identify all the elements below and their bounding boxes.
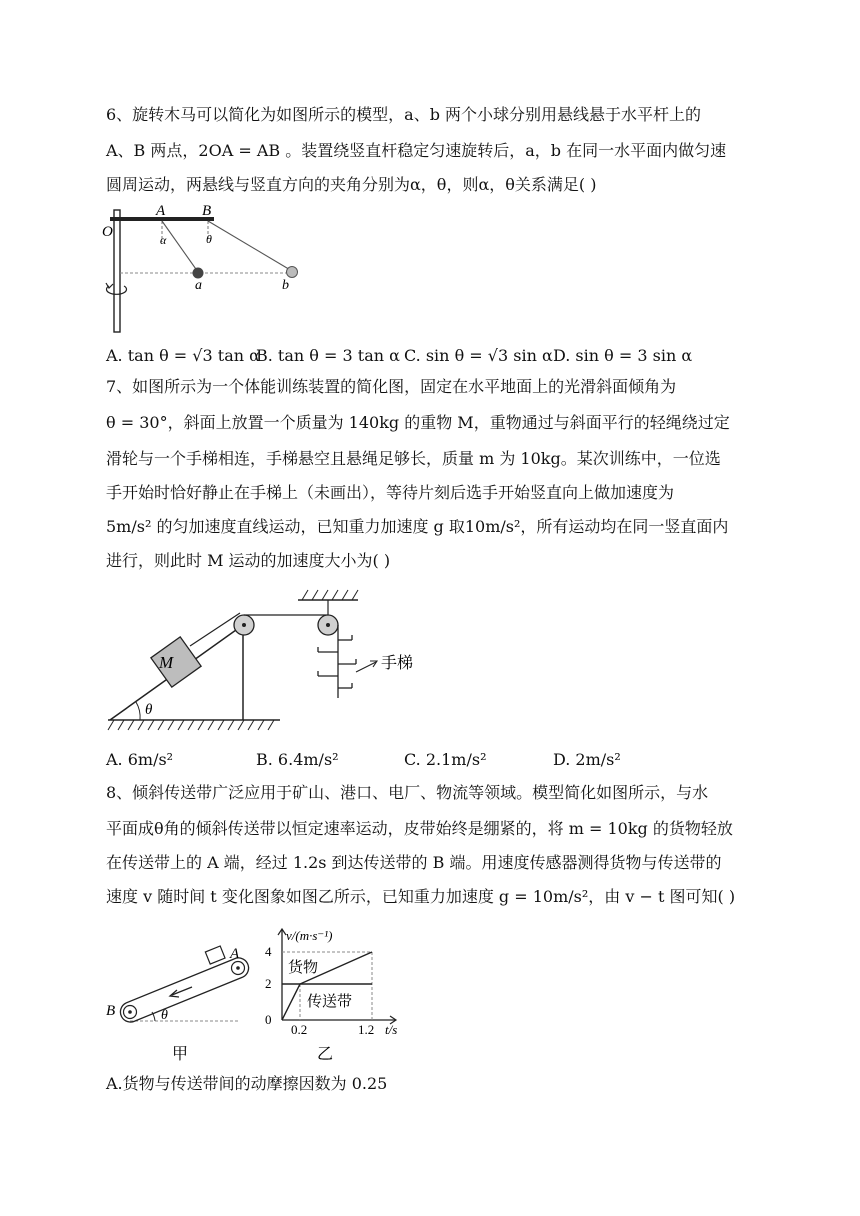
q6-text-line3: 圆周运动，两悬线与竖直方向的夹角分别为α，θ，则α，θ关系满足( ) (106, 175, 597, 194)
q8-graph-ylabel: v/(m·s⁻¹) (286, 928, 333, 943)
q6-text-line2: A、B 两点，2OA = AB 。装置绕竖直杆稳定匀速旋转后，a，b 在同一水平面内做匀速 (106, 141, 727, 160)
q7-label-theta: θ (145, 702, 153, 718)
q8-text-line2: 平面成θ角的倾斜传送带以恒定速率运动，皮带始终是绷紧的，将 m = 10kg 的货物轻放 (106, 819, 733, 838)
q7-option-b[interactable]: B. 6.4m/s² (256, 750, 339, 769)
q6-option-a[interactable]: A. tan θ = √3 tan α (106, 346, 260, 365)
q8-text-line3: 在传送带上的 A 端，经过 1.2s 到达传送带的 B 端。用速度传感器测得货物与传送带的 (106, 853, 722, 872)
q8-option-a[interactable]: A.货物与传送带间的动摩擦因数为 0.25 (106, 1074, 388, 1093)
q7-text-line1: 7、如图所示为一个体能训练装置的简化图，固定在水平地面上的光滑斜面倾角为 (106, 377, 677, 396)
q7-text-line3: 滑轮与一个手梯相连，手梯悬空且悬绳足够长，质量 m 为 10kg。某次训练中，一位选 (106, 449, 721, 468)
q7-option-a[interactable]: A. 6m/s² (106, 750, 174, 769)
q7-text-line2: θ = 30°，斜面上放置一个质量为 140kg 的重物 M，重物通过与斜面平行的轻绳绕过定 (106, 413, 730, 432)
q7-option-d[interactable]: D. 2m/s² (553, 750, 621, 769)
q8-caption-jia: 甲 (172, 1046, 189, 1063)
ball-b (287, 267, 298, 278)
q8-ytick-4: 4 (265, 944, 272, 959)
q8-text-line4: 速度 v 随时间 t 变化图象如图乙所示，已知重力加速度 g = 10m/s²，由 v − t 图可知( ) (106, 887, 736, 906)
q6-figure-carousel (100, 200, 310, 335)
q8-label-belt: 传送带 (307, 994, 353, 1010)
ladder-rungs (318, 635, 356, 688)
string-b (208, 221, 292, 271)
q7-label-ladder: 手梯 (381, 655, 414, 672)
q8-graph-xlabel: t/s (385, 1022, 398, 1037)
q8-label-A: A (230, 946, 240, 962)
q6-option-b[interactable]: B. tan θ = 3 tan α (256, 346, 400, 365)
q6-label-O: O (102, 224, 113, 240)
q8-xtick-1.2: 1.2 (358, 1022, 375, 1037)
q8-xtick-0.2: 0.2 (291, 1022, 308, 1037)
q8-label-theta: θ (161, 1008, 168, 1023)
q6-label-A: A (156, 203, 166, 219)
q7-label-M: M (159, 653, 174, 672)
string-a (162, 221, 198, 272)
vertical-rod (114, 210, 120, 332)
q6-label-theta: θ (206, 232, 212, 246)
q8-label-B: B (106, 1003, 116, 1019)
belt-top (126, 959, 234, 1003)
q6-label-a: a (195, 278, 202, 293)
q8-figure-conveyor (100, 935, 260, 1065)
q8-ytick-0: 0 (265, 1012, 272, 1027)
cargo-box (205, 946, 225, 964)
q8-text-line1: 8、倾斜传送带广泛应用于矿山、港口、电厂、物流等领域。模型简化如图所示，与水 (106, 783, 709, 802)
ball-a (193, 268, 204, 279)
belt-bottom (135, 977, 243, 1021)
q6-option-d[interactable]: D. sin θ = 3 sin α (553, 346, 693, 365)
q6-label-b: b (282, 278, 289, 293)
q8-figure-vt-graph (255, 920, 415, 1068)
q7-text-line5: 5m/s² 的匀加速度直线运动，已知重力加速度 g 取10m/s²，所有运动均在同一竖直面内 (106, 517, 729, 536)
q7-text-line4: 手开始时恰好静止在手梯上（未画出），等待片刻后选手开始竖直向上做加速度为 (106, 483, 675, 502)
q8-label-goods: 货物 (288, 960, 319, 976)
q6-option-c[interactable]: C. sin θ = √3 sin α (404, 346, 553, 365)
q8-caption-yi: 乙 (317, 1046, 334, 1063)
q7-figure-training-device (100, 580, 460, 740)
q8-ytick-2: 2 (265, 976, 272, 991)
q6-label-alpha: α (160, 233, 167, 247)
q6-label-B: B (202, 203, 212, 219)
q6-text-line1: 6、旋转木马可以简化为如图所示的模型，a、b 两个小球分别用悬线悬于水平杆上的 (106, 105, 702, 124)
q7-text-line6: 进行，则此时 M 运动的加速度大小为( ) (106, 551, 391, 570)
q7-option-c[interactable]: C. 2.1m/s² (404, 750, 487, 769)
